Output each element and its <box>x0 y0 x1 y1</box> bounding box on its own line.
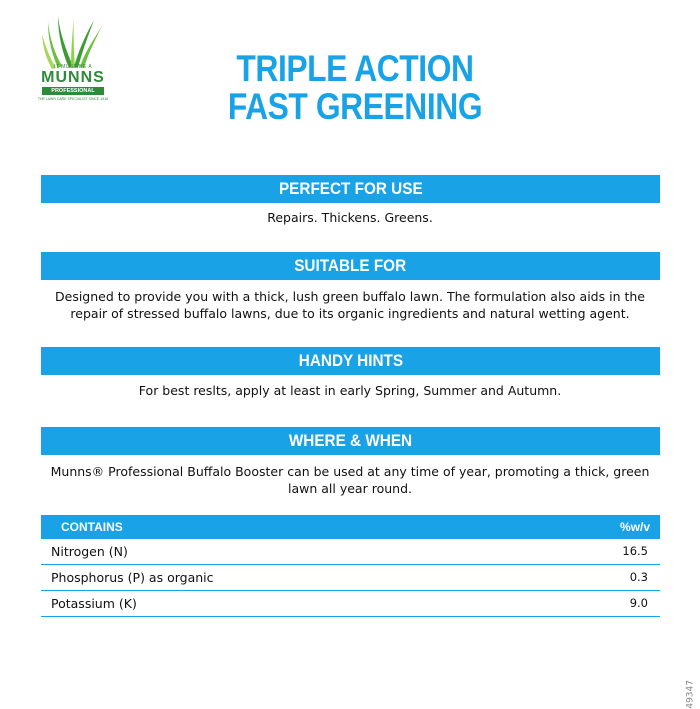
table-row <box>41 591 660 617</box>
headline-line2: FAST GREENING <box>227 86 483 127</box>
contains-header-label: CONTAINS <box>61 520 123 534</box>
section-text-handy-hints: For best reslts, apply at least in early Spring, Summer and Autumn. <box>138 383 562 398</box>
contains-table-header <box>41 515 660 539</box>
logo-tagline: IT MUST BE A <box>53 64 93 70</box>
section-text-suitable-for: Designed to provide you with a thick, lush green buffalo lawn. The formulation also aids in the repair of stressed buffalo lawns, due to its organic ingredients and natural wetting agent. <box>55 289 645 321</box>
table-row <box>41 539 660 565</box>
section-text-perfect-for-use: Repairs. Thickens. Greens. <box>267 210 433 225</box>
product-code: 49347 <box>686 680 696 709</box>
munns-logo <box>28 14 118 106</box>
contains-header-unit: %w/v <box>619 520 650 534</box>
nutrient-name: Nitrogen (N) <box>51 544 128 559</box>
nutrient-name: Phosphorus (P) as organic <box>51 570 214 585</box>
section-heading-where-and-when: WHERE & WHEN <box>41 427 660 455</box>
contains-table <box>41 515 660 617</box>
logo-brand: MUNNS <box>41 69 105 86</box>
nutrient-value: 0.3 <box>629 570 648 584</box>
section-heading-suitable-for: SUITABLE FOR <box>41 252 660 280</box>
headline-line1: TRIPLE ACTION <box>236 48 474 89</box>
section-text-where-and-when: Munns® Professional Buffalo Booster can be used at any time of year, promoting a thick, green lawn all year round. <box>50 464 650 496</box>
section-heading-handy-hints: HANDY HINTS <box>41 347 660 375</box>
nutrient-value: 9.0 <box>629 596 648 610</box>
logo-slogan: THE LAWN CARE SPECIALIST SINCE 1916 <box>37 97 109 101</box>
headline <box>179 50 532 126</box>
nutrient-value: 16.5 <box>622 544 648 558</box>
table-row <box>41 565 660 591</box>
logo-subbrand: PROFESSIONAL <box>42 87 104 95</box>
nutrient-name: Potassium (K) <box>51 596 137 611</box>
section-heading-perfect-for-use: PERFECT FOR USE <box>41 175 660 203</box>
